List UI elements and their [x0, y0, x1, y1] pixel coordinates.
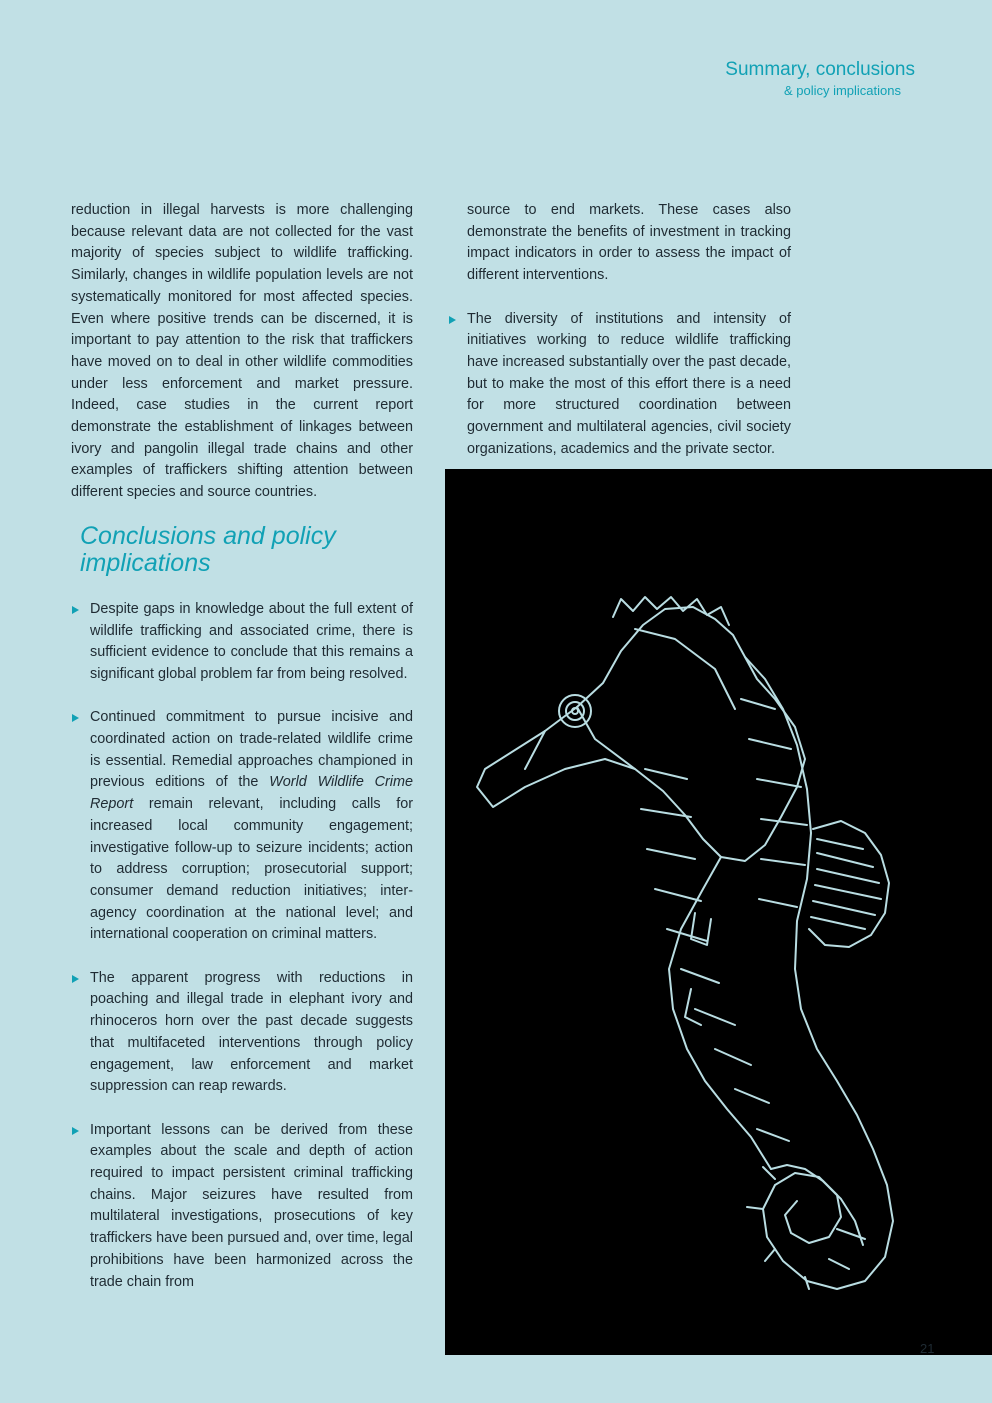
right-column: [448, 200, 791, 482]
bullet-item: [71, 707, 413, 946]
triangle-bullet-icon: [449, 316, 456, 324]
bullet-text: Despite gaps in knowledge about the full extent of wildlife trafficking and associated crime, there is sufficient evidence to conclude that this remains a significant global problem far from being resolved.: [90, 600, 413, 682]
triangle-bullet-icon: [72, 606, 79, 614]
bullet-item: [71, 968, 413, 1098]
running-header: [725, 58, 915, 100]
triangle-bullet-icon: [72, 714, 79, 722]
bullet-text: The apparent progress with reductions in poaching and illegal trade in elephant ivory and rhinoceros horn over the past decade suggests that multifaceted interventions through policy engagement, law enforcement and market suppression can reap rewards.: [90, 969, 413, 1095]
section-heading: Conclusions and policy implications: [80, 521, 336, 577]
header-title: Summary, conclusions: [725, 59, 915, 80]
bullet-text-before: Continued commitment to pursue incisive and coordinated action on trade-related wildlife crime is essential. Remedial approaches championed in previous editions of the: [90, 709, 413, 791]
report-title: World Wildlife Crime Report: [90, 774, 413, 813]
seahorse-illustration: [445, 469, 992, 1355]
left-column: [71, 200, 413, 1315]
bullet-text: Important lessons can be derived from these examples about the scale and depth of action required to impact persistent criminal trafficking chains. Major seizures have resulted from multilateral investigations, prosecutions of key traffickers have been pursued and, over time, legal prohibitions have been harmonized across the trade chain from: [90, 1121, 413, 1290]
intro-paragraph: reduction in illegal harvests is more challenging because relevant data are not collected for the vast majority of species subject to wildlife trafficking. Similarly, changes in wildlife population levels are not systematically monitored for most affected species. Even where positive trends can be discerned, it is important to pay attention to the risk that traffickers have moved on to deal in other wildlife commodities under less enforcement and market pressure. Indeed, case studies in the current report demonstrate the establishment of linkages between ivory and pangolin illegal trade chains and other examples of traffickers shifting attention between different species and source countries.: [71, 202, 413, 501]
page-number: 21: [920, 1341, 935, 1356]
bullet-item: [71, 599, 413, 686]
bullet-item: [71, 1120, 413, 1294]
triangle-bullet-icon: [72, 1127, 79, 1135]
continuation-paragraph: source to end markets. These cases also demonstrate the benefits of investment in tracking impact indicators in order to assess the impact of different interventions.: [467, 202, 791, 284]
bullet-text: The diversity of institutions and intensity of initiatives working to reduce wildlife trafficking have increased substantially over the past decade, but to make the most of this effort there is a need for more structured coordination between government and multilateral agencies, civil society organizations, academics and the private sector.: [467, 310, 791, 457]
triangle-bullet-icon: [72, 975, 79, 983]
bullet-text-after: remain relevant, including calls for increased local community engagement; investigative follow-up to seizure incidents; action to address corruption; prosecutorial support; consumer demand reduction initiatives; inter-agency coordination at the national level; and international cooperation on criminal matters.: [90, 796, 413, 943]
header-subtitle: & policy implications: [783, 83, 901, 98]
bullet-item: [448, 309, 791, 461]
seahorse-icon: [445, 469, 992, 1355]
